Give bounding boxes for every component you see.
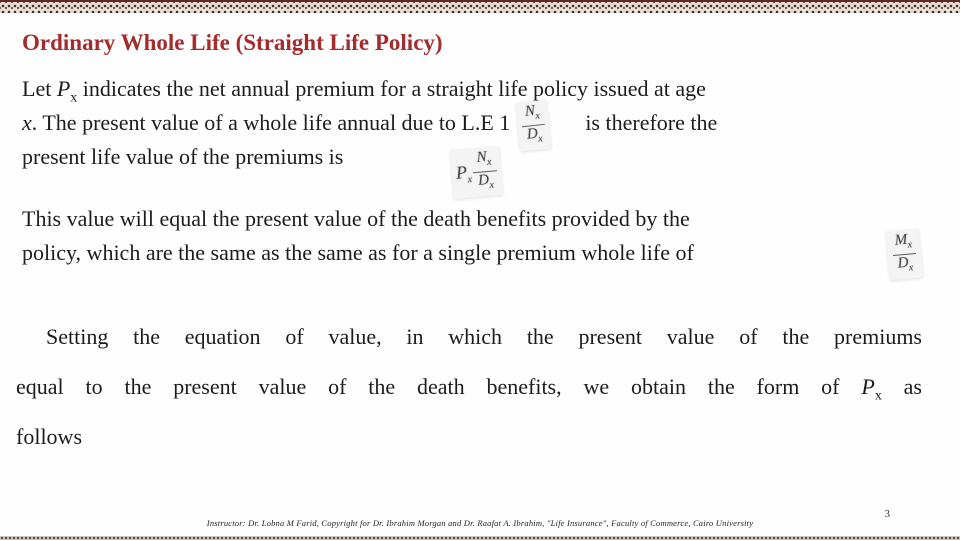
numerator-letter: N	[523, 102, 536, 120]
denominator-letter: D	[477, 171, 490, 189]
denominator-subscript: x	[488, 179, 495, 191]
text-line: Setting the equation of value, in which the present value of the premiums	[46, 324, 922, 349]
text-segment: present life value of the premiums is	[22, 144, 344, 169]
numerator-subscript: x	[534, 110, 541, 122]
text-line	[22, 202, 942, 236]
coefficient-subscript: x	[467, 173, 473, 186]
variable-p: P	[861, 374, 875, 399]
paragraph-death-benefits	[22, 202, 942, 270]
fraction-denominator	[473, 170, 498, 195]
coefficient-letter: P	[455, 161, 468, 183]
denominator-letter: D	[896, 254, 910, 272]
denominator-letter: D	[525, 125, 539, 143]
denominator-subscript: x	[537, 133, 544, 145]
fraction-numerator	[520, 102, 545, 126]
variable-x: x	[22, 110, 32, 135]
subscript-x: x	[874, 388, 882, 404]
fraction-denominator	[893, 253, 918, 278]
annuity-formula-image	[515, 99, 551, 151]
annuity-formula-slot	[516, 102, 580, 145]
text-segment: indicates the net annual premium for a straight life policy issued at age	[77, 76, 706, 101]
text-line	[22, 102, 942, 145]
text-line	[22, 72, 942, 106]
text-line	[16, 362, 922, 412]
numerator-subscript: x	[907, 239, 913, 251]
fraction-denominator	[522, 124, 548, 149]
subscript-x: x	[70, 90, 78, 106]
text-segment: is therefore the	[585, 110, 718, 135]
numerator-subscript: x	[486, 156, 492, 169]
formula-coefficient	[455, 161, 472, 186]
net-premium-formula-image	[450, 146, 503, 199]
top-border-texture	[0, 0, 960, 13]
fraction	[472, 148, 499, 195]
text-segment: . The present value of a whole life annual due to L.E 1	[31, 110, 511, 135]
page-number: 3	[884, 508, 890, 520]
denominator-subscript: x	[908, 262, 914, 274]
text-segment: Let	[22, 76, 57, 101]
fraction-numerator	[472, 148, 496, 172]
single-premium-formula-image	[886, 229, 923, 281]
slide-title: Ordinary Whole Life (Straight Life Policy)	[22, 30, 443, 55]
text-line	[22, 236, 942, 270]
footer-credits: Instructor: Dr. Lobna M Farid, Copyright for Dr. Ibrahim Morgan and Dr. Raafat A. Ibrahim, "Life Insurance", Faculty of Commerce, Cairo University	[206, 518, 754, 528]
bottom-border-texture	[0, 536, 960, 540]
text-segment: as	[881, 374, 922, 399]
text-segment: equal to the present value of the death benefits, we obtain the form of	[16, 374, 862, 399]
numerator-letter: M	[894, 231, 908, 249]
text-segment: policy, which are the same as the same as for a single premium whole life of	[22, 240, 694, 265]
fraction	[520, 102, 548, 149]
fraction-numerator	[890, 231, 917, 255]
text-segment: This value will equal the present value of the death benefits provided by the	[22, 206, 690, 231]
numerator-letter: N	[475, 149, 488, 166]
variable-p: P	[56, 76, 71, 101]
fraction	[890, 231, 919, 278]
paragraph-equation-of-value	[16, 312, 922, 462]
text-line: follows	[16, 424, 82, 449]
